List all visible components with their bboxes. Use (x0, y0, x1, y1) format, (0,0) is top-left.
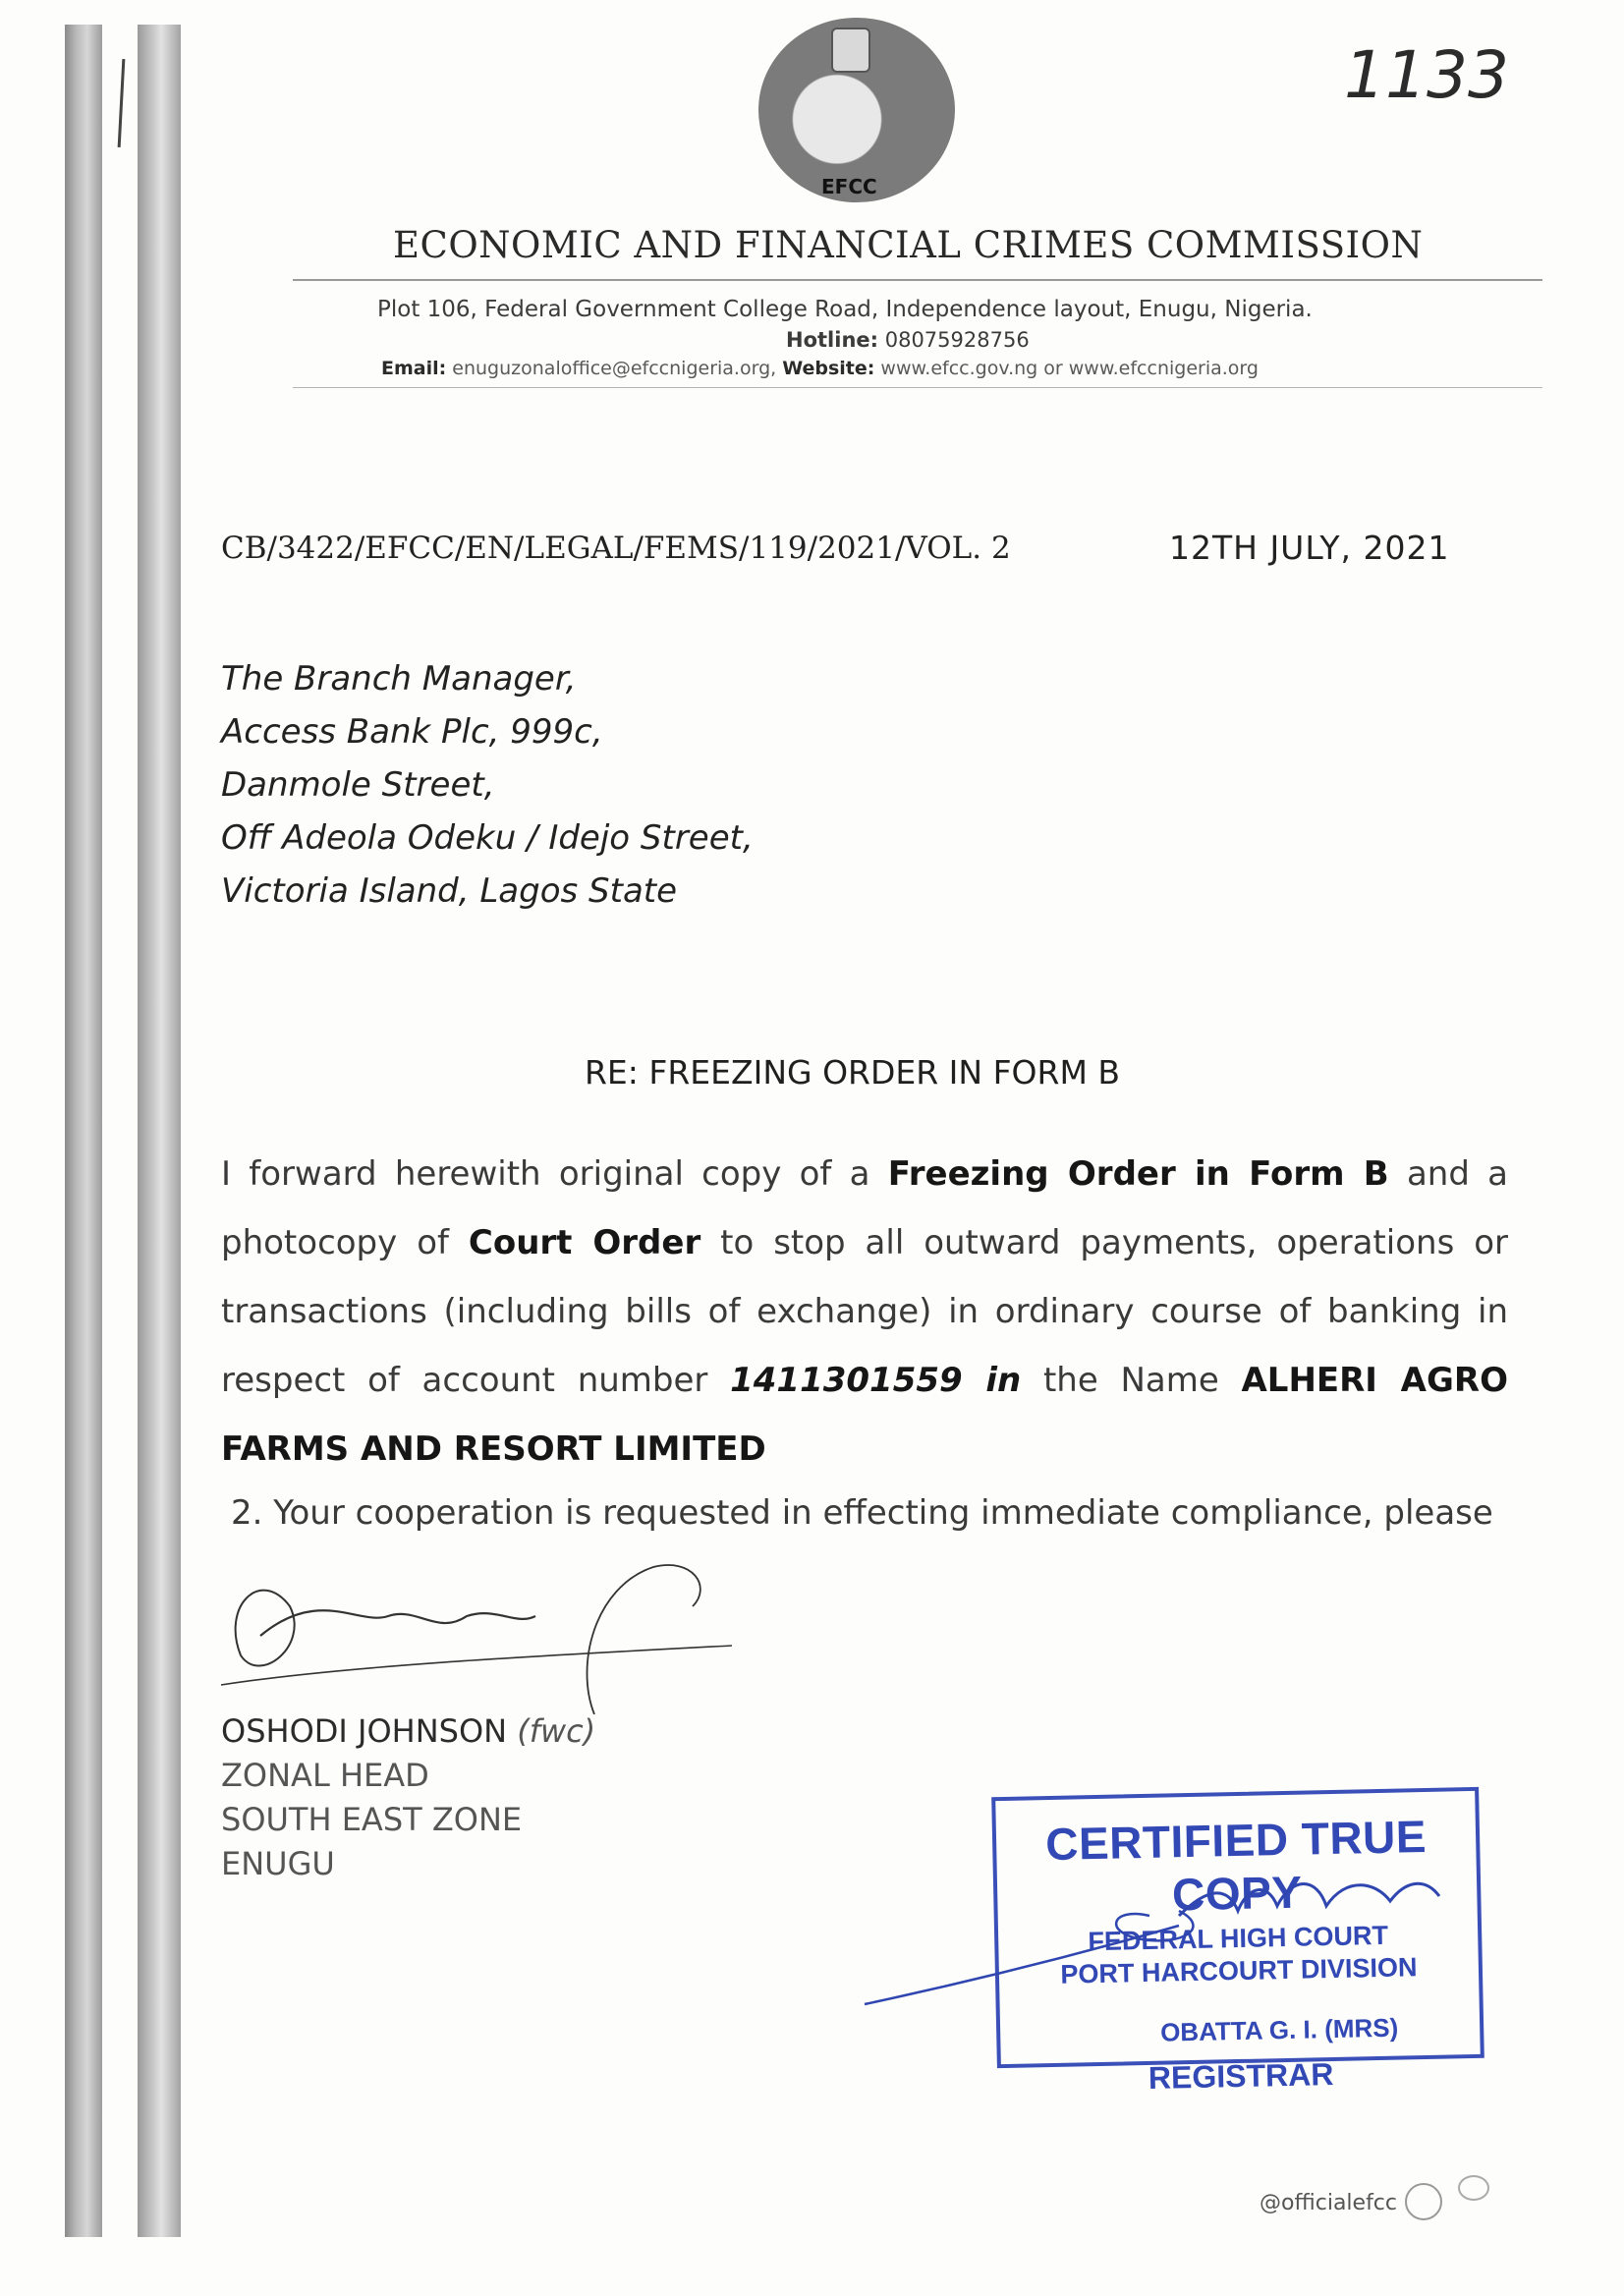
email-address: enuguzonaloffice@efccnigeria.org, (452, 358, 777, 379)
body-text: and a photocopy of (221, 1154, 1508, 1262)
file-reference: CB/3422/EFCC/EN/LEGAL/FEMS/119/2021/VOL. 2 (221, 531, 1011, 566)
letter-date: 12TH JULY, 2021 (1169, 529, 1450, 567)
body-text: to stop all outward payments, operations or transactions (including bills of exchange) in ordinary course of banking in respect of account number (221, 1223, 1508, 1400)
letter-subject: RE: FREEZING ORDER IN FORM B (585, 1053, 1121, 1092)
social-icon (1405, 2183, 1442, 2220)
stamp-line: CERTIFIED TRUE COPY (1044, 1810, 1428, 1921)
header-rule (293, 279, 1542, 281)
website-label: Website: (782, 358, 875, 379)
addressee-line: Access Bank Plc, 999c, (221, 712, 603, 752)
addressee-line: Victoria Island, Lagos State (221, 871, 678, 911)
scan-edge-strip (65, 25, 102, 2237)
footer-social-handle: @officialefcc (1260, 2191, 1398, 2215)
body-paragraph-2: 2. Your cooperation is requested in effecting immediate compliance, please (231, 1493, 1493, 1533)
organization-address: Plot 106, Federal Government College Road, Independence layout, Enugu, Nigeria. (377, 297, 1313, 322)
hotline-label: Hotline: (786, 328, 879, 352)
coat-of-arms-icon (831, 28, 870, 73)
scan-mark (118, 59, 126, 147)
organization-name: ECONOMIC AND FINANCIAL CRIMES COMMISSION (393, 224, 1424, 266)
logo-label: EFCC (821, 175, 877, 198)
handwritten-page-number: 1133 (1344, 37, 1509, 113)
signatory-suffix: (fwc) (517, 1712, 596, 1750)
addressee-line: The Branch Manager, (221, 659, 577, 699)
social-icon (1458, 2175, 1489, 2201)
stamp-line: FEDERAL HIGH COURT (1088, 1920, 1389, 1957)
hotline (786, 328, 1030, 352)
contact-line (381, 358, 1259, 379)
email-label: Email: (381, 358, 447, 379)
body-text: the Name (1021, 1361, 1242, 1400)
stamp-line: PORT HARCOURT DIVISION (1060, 1952, 1418, 1989)
signatory-title: ZONAL HEAD (221, 1757, 429, 1794)
addressee-line: Off Adeola Odeku / Idejo Street, (221, 818, 754, 858)
body-text: I forward herewith original copy of a (221, 1154, 888, 1194)
body-bold-text: Court Order (468, 1223, 701, 1262)
stamp-line: OBATTA G. I. (MRS) (1159, 2012, 1399, 2047)
header-rule-bottom (293, 387, 1542, 388)
account-name: ALHERI AGRO FARMS AND RESORT LIMITED (221, 1361, 1508, 1469)
signatory-name: OSHODI JOHNSON (221, 1712, 508, 1750)
signatory-zone: SOUTH EAST ZONE (221, 1801, 523, 1838)
stamp-handwriting (855, 1857, 1464, 2034)
handwritten-signature (201, 1547, 752, 1714)
signatory-city: ENUGU (221, 1845, 335, 1882)
account-number: 1411301559 in (730, 1361, 1022, 1400)
body-bold-text: Freezing Order in Form B (887, 1154, 1389, 1194)
addressee-block (221, 652, 754, 918)
scan-edge-strip (138, 25, 181, 2237)
website-address: www.efcc.gov.ng or www.efccnigeria.org (880, 358, 1259, 379)
stamp-line: REGISTRAR (1148, 2055, 1334, 2096)
body-paragraph-1 (221, 1140, 1508, 1484)
addressee-line: Danmole Street, (221, 765, 495, 805)
signoff-block (221, 1709, 595, 1886)
hotline-number: 08075928756 (884, 328, 1030, 352)
